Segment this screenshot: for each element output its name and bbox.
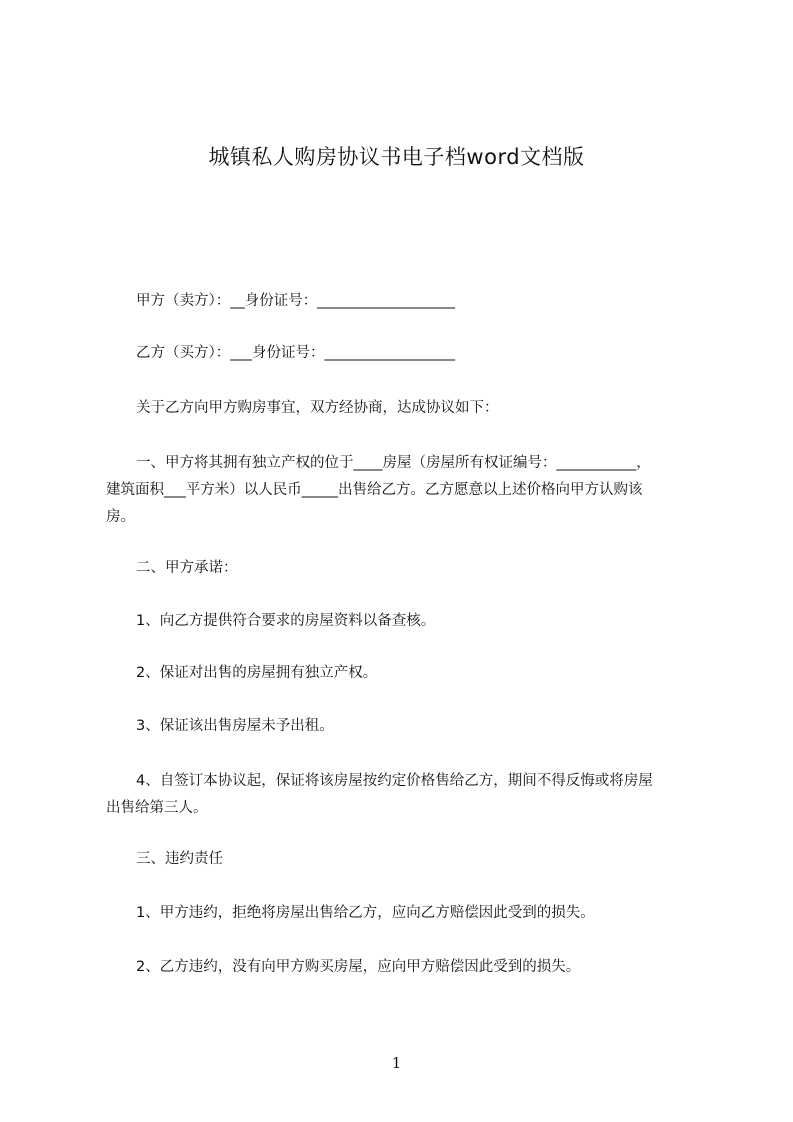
section3-heading: 三、违约责任 (136, 851, 223, 867)
clause1-line3: 房。 (106, 509, 135, 525)
section2-item-2: 2、保证对出售的房屋拥有独立产权。 (136, 665, 378, 681)
section3-item-1: 1、甲方违约，拒绝将房屋出售给乙方，应向乙方赔偿因此受到的损失。 (136, 905, 595, 921)
section2-item-4-line1: 4、自签订本协议起，保证将该房屋按约定价格售给乙方，期间不得反悔或将房屋 (136, 773, 653, 789)
section2-item-1: 1、向乙方提供符合要求的房屋资料以备查核。 (136, 613, 436, 629)
document-title: 城镇私人购房协议书电子档word文档版 (208, 145, 585, 169)
section3-item-2: 2、乙方违约，没有向甲方购买房屋，应向甲方赔偿因此受到的损失。 (136, 959, 581, 975)
section2-heading: 二、甲方承诺： (136, 560, 238, 576)
section2-item-3: 3、保证该出售房屋未予出租。 (136, 718, 334, 734)
page-number: 1 (391, 1054, 402, 1072)
buyer-line: 乙方（买方）：___身份证号：__________________ (136, 345, 455, 361)
section2-item-4-line2: 出售给第三人。 (106, 800, 208, 816)
intro-paragraph: 关于乙方向甲方购房事宜，双方经协商，达成协议如下： (136, 400, 499, 416)
seller-line: 甲方（卖方）：__身份证号：___________________ (136, 293, 455, 309)
clause1-line1: 一、甲方将其拥有独立产权的位于____房屋（房屋所有权证编号：___________， (136, 455, 651, 471)
clause1-line2: 建筑面积___平方米）以人民币_____出售给乙方。乙方愿意以上述价格向甲方认购该 (106, 482, 643, 498)
